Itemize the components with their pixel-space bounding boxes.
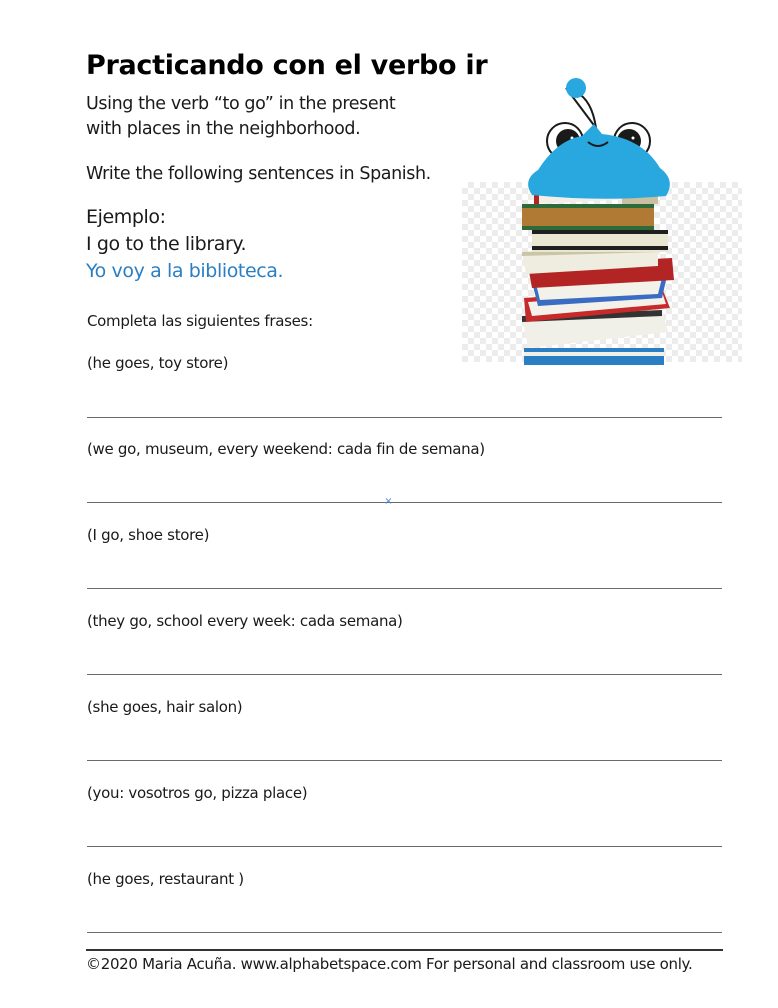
prompt-6: (you: vosotros go, pizza place): [87, 784, 308, 802]
prompt-5: (she goes, hair salon): [87, 698, 243, 716]
answer-line-2[interactable]: [87, 502, 722, 503]
subtitle-line: Using the verb “to go” in the present: [86, 94, 396, 114]
footer-copyright: ©2020 Maria Acuña. www.alphabetspace.com For personal and classroom use only.: [86, 955, 693, 973]
prompt-7: (he goes, restaurant ): [87, 870, 244, 888]
footer-divider: [86, 949, 723, 951]
answer-line-3[interactable]: [87, 588, 722, 589]
book-stack-icon: [522, 182, 674, 365]
answer-line-5[interactable]: [87, 760, 722, 761]
prompt-1: (he goes, toy store): [87, 354, 229, 372]
answer-line-7[interactable]: [87, 932, 722, 933]
prompt-4: (they go, school every week: cada semana): [87, 612, 403, 630]
answer-line-6[interactable]: [87, 846, 722, 847]
example-english: I go to the library.: [86, 233, 247, 255]
example-block: [86, 204, 283, 285]
instruction-text: Write the following sentences in Spanish.: [86, 164, 431, 184]
example-spanish-answer: Yo voy a la biblioteca.: [86, 260, 284, 282]
monster-books-illustration: [462, 70, 742, 365]
cursor-mark-icon: ×: [384, 496, 393, 507]
answer-line-4[interactable]: [87, 674, 722, 675]
subtitle: [86, 92, 395, 142]
blue-monster-icon: [528, 78, 670, 199]
subtitle-line: with places in the neighborhood.: [86, 119, 361, 139]
page-title: Practicando con el verbo ir: [86, 50, 488, 81]
answer-line-1[interactable]: [87, 417, 722, 418]
prompt-3: (I go, shoe store): [87, 526, 210, 544]
prompt-2: (we go, museum, every weekend: cada fin de semana): [87, 440, 485, 458]
complete-label: Completa las siguientes frases:: [87, 312, 313, 330]
example-label: Ejemplo:: [86, 206, 166, 228]
